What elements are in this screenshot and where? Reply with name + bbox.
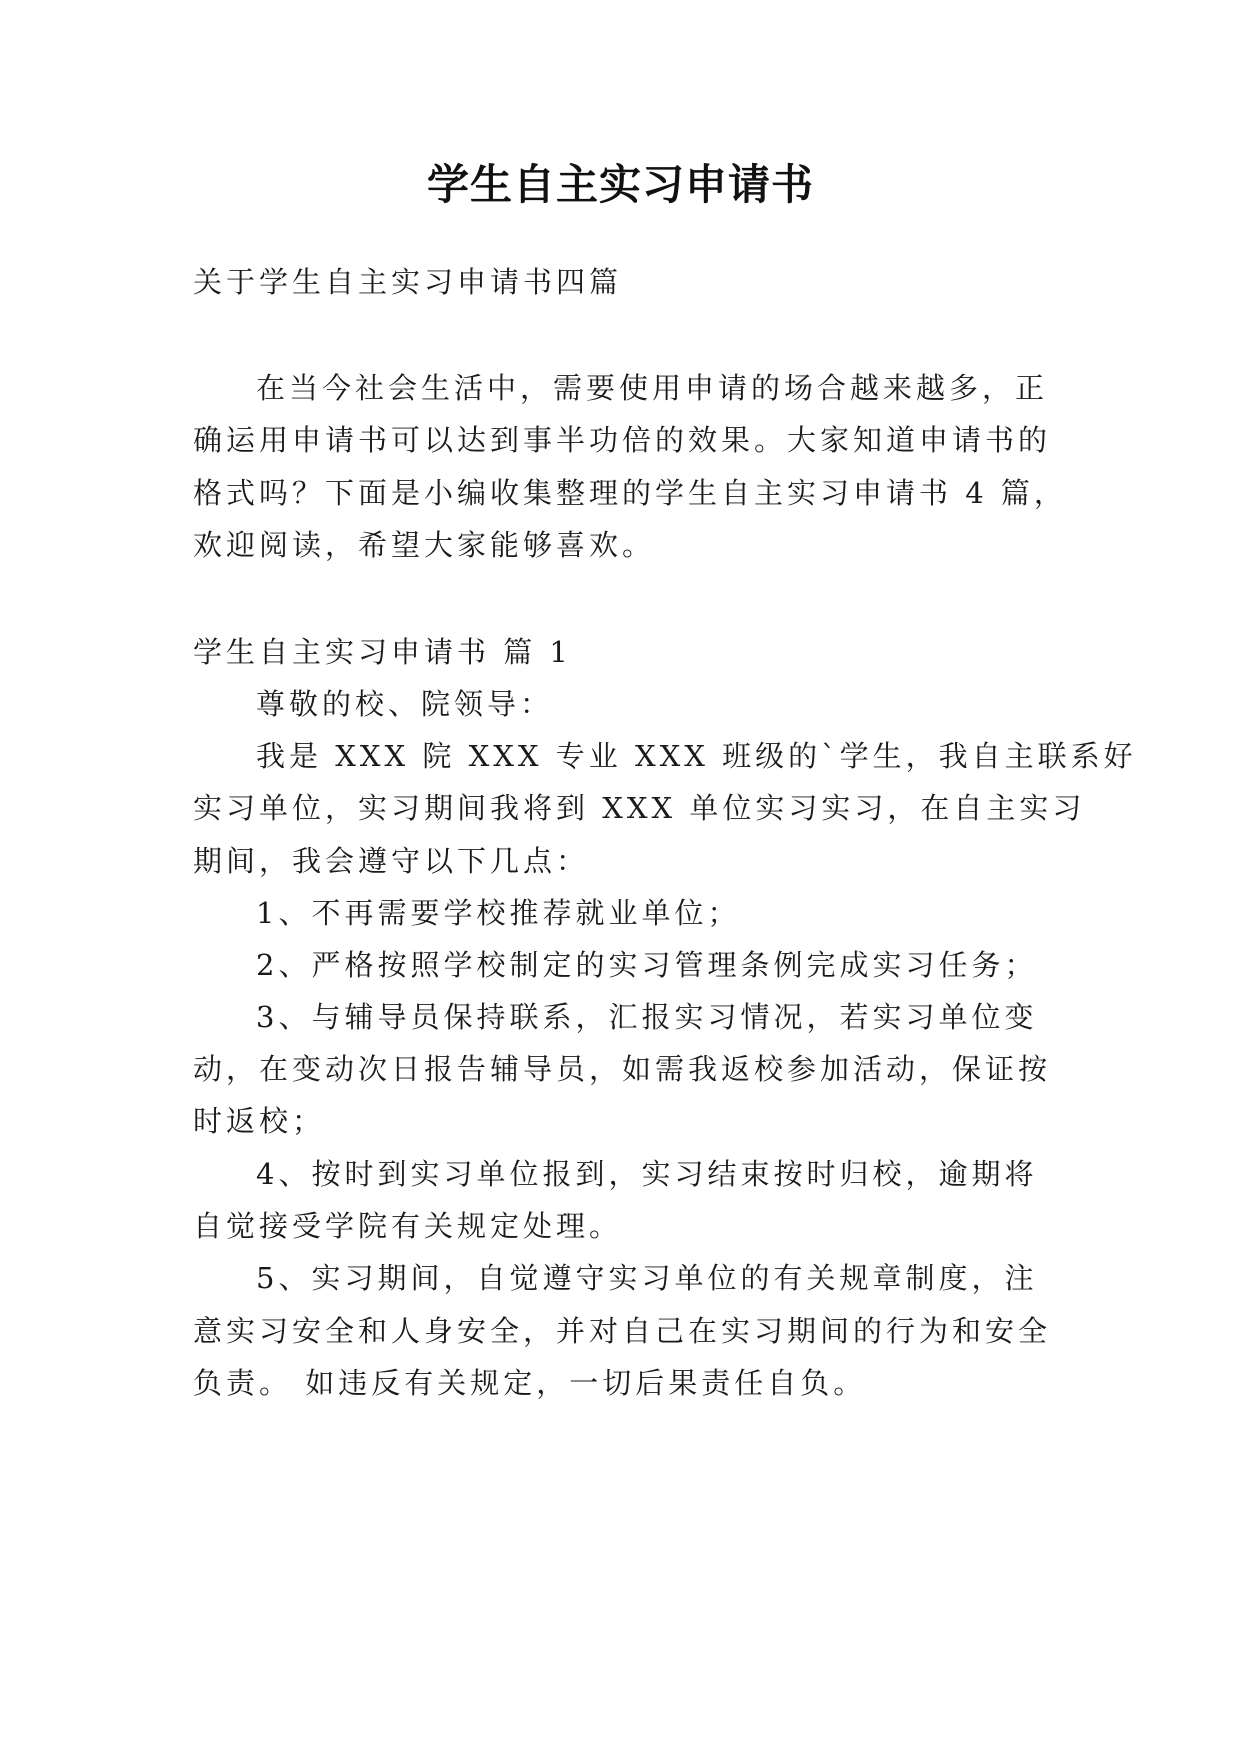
- body-line: 期间，我会遵守以下几点：: [193, 844, 590, 878]
- intro-line: 欢迎阅读，希望大家能够喜欢。: [193, 528, 656, 562]
- body-line: 负责。 如违反有关规定，一切后果责任自负。: [193, 1366, 867, 1400]
- document-subtitle: 关于学生自主实习申请书四篇: [193, 265, 623, 299]
- body-line: 2、严格按照学校制定的实习管理条例完成实习任务；: [256, 948, 1038, 982]
- body-line: 实习单位，实习期间我将到 XXX 单位实习实习，在自主实习: [193, 791, 1086, 825]
- body-line: 意实习安全和人身安全，并对自己在实习期间的行为和安全: [193, 1314, 1052, 1348]
- body-line: 1、不再需要学校推荐就业单位；: [256, 896, 741, 930]
- body-line: 时返校；: [193, 1104, 326, 1138]
- body-line: 自觉接受学院有关规定处理。: [193, 1209, 623, 1243]
- body-line: 5、实习期间，自觉遵守实习单位的有关规章制度，注: [256, 1261, 1038, 1295]
- body-line: 我是 XXX 院 XXX 专业 XXX 班级的`学生，我自主联系好: [256, 739, 1137, 773]
- intro-line: 确运用申请书可以达到事半功倍的效果。大家知道申请书的: [193, 423, 1052, 457]
- body-line: 动，在变动次日报告辅导员，如需我返校参加活动，保证按: [193, 1052, 1052, 1086]
- salutation: 尊敬的校、院领导：: [256, 687, 554, 721]
- intro-line: 格式吗？下面是小编收集整理的学生自主实习申请书 4 篇，: [193, 476, 1067, 510]
- body-line: 3、与辅导员保持联系，汇报实习情况，若实习单位变: [256, 1000, 1038, 1034]
- intro-line: 在当今社会生活中，需要使用申请的场合越来越多，正: [256, 371, 1049, 405]
- section-heading: 学生自主实习申请书 篇 1: [193, 635, 572, 669]
- body-line: 4、按时到实习单位报到，实习结束按时归校，逾期将: [256, 1157, 1038, 1191]
- page-title: 学生自主实习申请书: [426, 160, 814, 209]
